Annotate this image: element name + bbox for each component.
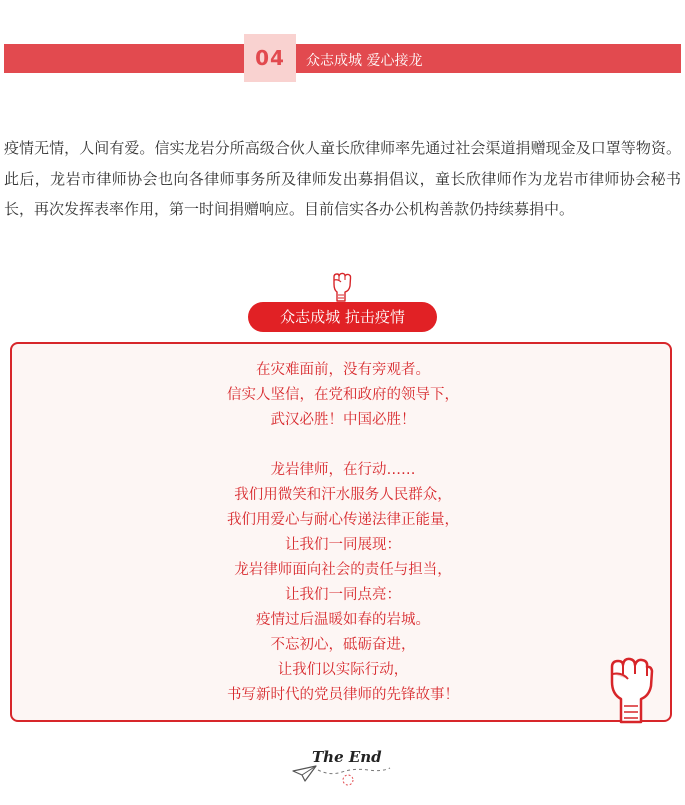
poem-line: 我们用微笑和汗水服务人民群众，: [234, 487, 452, 503]
poem-line: 龙岩律师面向社会的责任与担当，: [234, 562, 452, 578]
poem-line: 在灾难面前，没有旁观者。: [256, 362, 430, 378]
poem-line: 疫情过后温暖如春的岩城。: [256, 612, 430, 628]
poem-line: 让我们一同点亮：: [285, 587, 401, 603]
raised-fist-icon: [328, 270, 356, 302]
intro-paragraph: 疫情无情，人间有爱。信实龙岩分所高级合伙人童长欣律师率先通过社会渠道捐赠现金及口罩等物资。此后，龙岩市律师协会也向各律师事务所及律师发出募捐倡议，童长欣律师作为龙岩市律师协会秘书长，再次发挥表率作用，第一时间捐赠响应。目前信实各办公机构善款仍持续募捐中。: [4, 139, 681, 218]
banner-pill: 众志成城 抗击疫情: [248, 302, 437, 332]
poem-line: 让我们以实际行动，: [277, 662, 409, 678]
the-end-text: The End: [312, 748, 382, 766]
poem-line: 信实人坚信，在党和政府的领导下，: [227, 387, 459, 403]
poem-line: 龙岩律师，在行动……: [270, 462, 416, 478]
section-number-box: [244, 34, 296, 82]
paper-plane-icon: [290, 762, 400, 790]
stanza-gap: [12, 433, 674, 458]
poem-text: [12, 358, 674, 708]
raised-fist-icon: [604, 652, 660, 724]
section-number: 04: [255, 46, 285, 70]
poem-line: 不忘初心，砥砺奋进，: [270, 637, 416, 653]
poem-line: 武汉必胜！中国必胜！: [270, 412, 416, 428]
poem-line: 让我们一同展现：: [285, 537, 401, 553]
poem-box: [10, 342, 672, 722]
section-title: 众志成城 爱心接龙: [306, 53, 423, 69]
poem-line: 我们用爱心与耐心传递法律正能量，: [227, 512, 459, 528]
poem-line: 书写新时代的党员律师的先锋故事！: [227, 687, 459, 703]
